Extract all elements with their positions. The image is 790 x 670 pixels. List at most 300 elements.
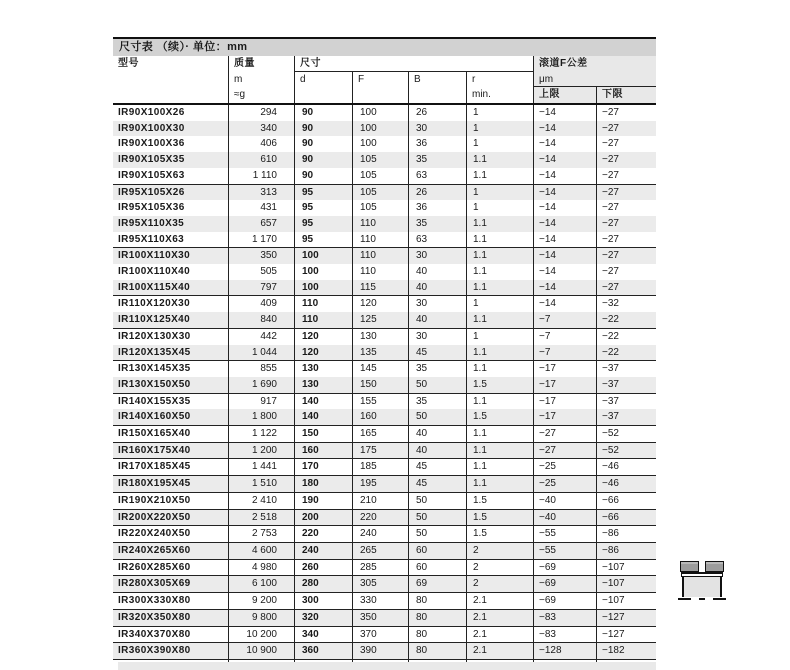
cell-f: 110 [352,232,408,248]
cell-r: 1.1 [466,394,533,410]
cell-d: 280 [294,576,352,592]
cell-d: 110 [294,312,352,328]
cell-lower: −27 [596,105,656,121]
cell-d: 90 [294,136,352,152]
cell-model: IR120X130X30 [118,330,191,342]
cell-r: 1.1 [466,361,533,377]
cell-r: 2.1 [466,643,533,659]
table-row [113,312,656,329]
cell-upper: −14 [533,105,596,121]
cell-d: 150 [294,426,352,442]
ring-foot-right [713,598,726,600]
cell-d: 100 [294,248,352,264]
cell-b: 45 [408,345,466,361]
table-row [113,510,656,527]
cell-model: IR150X165X40 [118,428,191,440]
cell-d: 220 [294,526,352,542]
cell-upper: −17 [533,377,596,393]
cell-lower: −52 [596,443,656,459]
cell-r: 2 [466,560,533,576]
cell-f: 125 [352,312,408,328]
cell-b: 26 [408,185,466,201]
cell-b: 40 [408,280,466,296]
cell-b: 60 [408,543,466,559]
cell-model: IR130X150X50 [118,378,191,390]
cell-b: 40 [408,426,466,442]
cell-d: 200 [294,510,352,526]
cell-r: 1 [466,136,533,152]
cell-r: 1.1 [466,443,533,459]
cell-mass: 313 [228,185,294,201]
cell-f: 350 [352,610,408,626]
cell-mass: 2 518 [228,510,294,526]
cell-d: 90 [294,121,352,137]
cell-b: 50 [408,409,466,425]
cell-r: 1.1 [466,216,533,232]
cell-d: 260 [294,560,352,576]
header-col-d: d [294,72,352,87]
cell-mass: 1 510 [228,476,294,492]
cell-upper: −17 [533,394,596,410]
cell-f: 220 [352,510,408,526]
cell-upper: −83 [533,627,596,643]
table-row [113,280,656,297]
header-model-spacer [113,72,228,87]
cell-lower: −27 [596,232,656,248]
cell-r: 1.1 [466,312,533,328]
cell-mass: 6 100 [228,576,294,592]
cell-b: 63 [408,232,466,248]
cell-d: 95 [294,185,352,201]
cell-b: 80 [408,593,466,609]
inner-ring-body [682,577,722,597]
cell-b: 30 [408,248,466,264]
cell-model: IR300X330X80 [118,595,191,607]
table-row [113,216,656,232]
cell-lower: −182 [596,643,656,659]
cell-d: 95 [294,216,352,232]
cell-upper: −69 [533,560,596,576]
table-row [113,593,656,610]
table-row [113,329,656,345]
cell-b: 30 [408,121,466,137]
cell-upper: −14 [533,216,596,232]
cell-b: 40 [408,443,466,459]
cell-model: IR140X155X35 [118,395,191,407]
cell-f: 285 [352,560,408,576]
cell-model: IR110X120X30 [118,298,191,310]
cell-f: 135 [352,345,408,361]
cell-d: 160 [294,443,352,459]
roller-left [680,561,699,572]
cell-lower: −27 [596,264,656,280]
cell-lower: −46 [596,459,656,475]
cell-lower: −27 [596,248,656,264]
cell-r: 1 [466,105,533,121]
cell-lower: −37 [596,361,656,377]
cell-d: 320 [294,610,352,626]
cell-r: 1.5 [466,510,533,526]
cell-b: 35 [408,216,466,232]
header-mass: 质量 [228,56,294,72]
cell-model: IR95X110X35 [118,217,185,229]
cell-r: 1.5 [466,493,533,509]
cell-b: 50 [408,510,466,526]
cell-r: 1.5 [466,409,533,425]
cell-model: IR180X195X45 [118,478,191,490]
cell-f: 155 [352,394,408,410]
cell-r: 1.1 [466,345,533,361]
dimension-table [113,37,656,670]
cell-d: 300 [294,593,352,609]
cell-b: 45 [408,459,466,475]
cell-r: 2 [466,543,533,559]
cell-lower: −107 [596,593,656,609]
cell-model: IR95X110X63 [118,233,185,245]
cell-r: 1.5 [466,526,533,542]
cell-mass: 2 753 [228,526,294,542]
cell-upper: −69 [533,593,596,609]
cell-d: 130 [294,361,352,377]
cell-d: 95 [294,200,352,216]
table-title-bar: 尺寸表 （续）· 单位：mm [113,39,656,56]
header-model: 型号 [118,58,139,69]
header-dimensions: 尺寸 [294,56,533,72]
cell-mass: 409 [228,296,294,312]
roller-row [678,561,726,572]
cell-f: 100 [352,136,408,152]
cell-d: 170 [294,459,352,475]
cell-upper: −14 [533,248,596,264]
cell-upper: −14 [533,136,596,152]
cell-mass: 1 441 [228,459,294,475]
table-row [113,105,656,121]
cell-mass: 9 800 [228,610,294,626]
cell-upper: −27 [533,443,596,459]
cell-model: IR110X125X40 [118,314,191,326]
cell-lower: −27 [596,200,656,216]
cell-lower: −27 [596,136,656,152]
cell-r: 1 [466,329,533,345]
cell-d: 120 [294,329,352,345]
cell-upper: −14 [533,185,596,201]
cell-b: 36 [408,136,466,152]
cell-upper: −14 [533,152,596,168]
cell-lower: −107 [596,560,656,576]
cell-model: IR100X110X40 [118,266,191,278]
cell-lower: −127 [596,610,656,626]
cell-upper: −17 [533,361,596,377]
cell-upper: −7 [533,345,596,361]
cell-lower: −37 [596,409,656,425]
header-col-f: F [352,72,408,87]
cell-b: 35 [408,152,466,168]
cell-lower: −66 [596,510,656,526]
cell-upper: −25 [533,476,596,492]
cell-mass: 840 [228,312,294,328]
cell-d: 360 [294,643,352,659]
cell-model: IR160X175X40 [118,444,191,456]
table-row [113,361,656,377]
table-row [113,168,656,185]
table-row [113,121,656,137]
cell-upper: −40 [533,493,596,509]
cell-d: 130 [294,377,352,393]
cell-d: 240 [294,543,352,559]
cell-b: 35 [408,361,466,377]
cell-lower: −27 [596,121,656,137]
table-row [113,136,656,152]
cell-r: 2.1 [466,610,533,626]
cell-d: 90 [294,152,352,168]
cell-mass: 1 122 [228,426,294,442]
cell-b: 26 [408,105,466,121]
cell-r: 1 [466,200,533,216]
cell-model: IR130X145X35 [118,363,191,375]
table-row [113,409,656,426]
cell-f: 100 [352,121,408,137]
cell-lower: −107 [596,576,656,592]
cell-model: IR220X240X50 [118,528,191,540]
cell-model: IR90X105X35 [118,154,185,166]
cell-mass: 1 690 [228,377,294,393]
cell-b: 80 [408,627,466,643]
bearing-cross-section-icon [678,561,726,601]
cell-mass: 442 [228,329,294,345]
header-model-spacer2 [113,87,228,103]
cell-upper: −14 [533,280,596,296]
cell-mass: 610 [228,152,294,168]
cell-b: 36 [408,200,466,216]
cell-mass: 406 [228,136,294,152]
cell-r: 1.1 [466,168,533,184]
cell-mass: 1 170 [228,232,294,248]
cell-upper: −14 [533,296,596,312]
cell-f: 185 [352,459,408,475]
cell-upper: −7 [533,312,596,328]
cell-upper: −14 [533,121,596,137]
cell-f: 210 [352,493,408,509]
cell-b: 30 [408,296,466,312]
table-row [113,576,656,593]
cell-d: 180 [294,476,352,492]
cell-r: 1 [466,296,533,312]
cell-model: IR260X285X60 [118,561,191,573]
cell-d: 95 [294,232,352,248]
cell-f: 175 [352,443,408,459]
cell-mass: 4 980 [228,560,294,576]
cell-b: 35 [408,394,466,410]
cell-d: 190 [294,493,352,509]
cell-mass: 340 [228,121,294,137]
cell-b: 50 [408,377,466,393]
header-d-spacer [294,87,352,103]
cell-r: 2.1 [466,627,533,643]
cell-b: 40 [408,312,466,328]
cell-mass: 2 410 [228,493,294,509]
table-row [113,643,656,660]
cell-mass: 855 [228,361,294,377]
cell-model: IR140X160X50 [118,411,191,423]
cell-model: IR100X115X40 [118,281,191,293]
cell-model: IR90X100X26 [118,107,185,118]
cell-r: 1.1 [466,459,533,475]
cell-model: IR340X370X80 [118,628,191,640]
cell-upper: −14 [533,264,596,280]
header-col-b: B [408,72,466,87]
table-row [113,377,656,394]
cell-model: IR240X265X60 [118,544,191,556]
cell-r: 1.1 [466,426,533,442]
cell-lower: −27 [596,168,656,184]
cell-f: 105 [352,200,408,216]
cell-model: IR190X210X50 [118,494,191,506]
cell-f: 265 [352,543,408,559]
header-mass-symbol: m [228,72,294,87]
cell-r: 1.1 [466,248,533,264]
cell-upper: −14 [533,168,596,184]
cell-b: 50 [408,493,466,509]
cell-upper: −55 [533,543,596,559]
cell-f: 105 [352,152,408,168]
cell-mass: 1 110 [228,168,294,184]
header-tolerance-upper: 上限 [533,87,596,103]
table-header [113,56,656,105]
cell-b: 69 [408,576,466,592]
header-b-spacer [408,87,466,103]
header-f-spacer [352,87,408,103]
cell-f: 110 [352,248,408,264]
cell-r: 1.1 [466,152,533,168]
cell-lower: −27 [596,152,656,168]
cell-model: IR200X220X50 [118,511,191,523]
cell-f: 165 [352,426,408,442]
table-row [113,232,656,249]
cell-f: 195 [352,476,408,492]
cell-model: IR320X350X80 [118,611,191,623]
cell-upper: −40 [533,510,596,526]
cell-f: 330 [352,593,408,609]
cell-model: IR95X105X26 [118,186,185,198]
cell-model: IR90X105X63 [118,169,185,181]
cell-f: 105 [352,185,408,201]
table-row [113,443,656,460]
next-section-bar-cutoff [118,662,656,670]
cell-lower: −37 [596,394,656,410]
table-row [113,152,656,168]
ring-foot-left [678,598,691,600]
cell-d: 100 [294,280,352,296]
cell-d: 90 [294,168,352,184]
cell-upper: −83 [533,610,596,626]
cell-f: 150 [352,377,408,393]
table-row [113,296,656,312]
cell-model: IR120X135X45 [118,346,191,358]
table-body [113,105,656,670]
cell-mass: 1 200 [228,443,294,459]
table-row [113,543,656,560]
cell-r: 1.1 [466,232,533,248]
cell-lower: −22 [596,312,656,328]
cell-upper: −14 [533,232,596,248]
cell-upper: −27 [533,426,596,442]
cell-lower: −27 [596,216,656,232]
table-row [113,493,656,510]
cell-f: 370 [352,627,408,643]
cell-r: 1 [466,121,533,137]
table-row [113,476,656,493]
cell-mass: 1 800 [228,409,294,425]
cell-upper: −128 [533,643,596,659]
cell-lower: −22 [596,329,656,345]
table-row [113,560,656,577]
cell-d: 120 [294,345,352,361]
cell-d: 100 [294,264,352,280]
cell-d: 110 [294,296,352,312]
cell-model: IR95X105X36 [118,202,185,214]
cell-f: 305 [352,576,408,592]
cell-r: 1.1 [466,264,533,280]
cell-r: 1.5 [466,377,533,393]
cell-mass: 797 [228,280,294,296]
cell-r: 1 [466,185,533,201]
table-row [113,526,656,543]
table-row [113,200,656,216]
cell-f: 130 [352,329,408,345]
table-row [113,248,656,264]
cell-r: 1.1 [466,280,533,296]
cell-b: 45 [408,476,466,492]
table-row [113,610,656,627]
cell-model: IR90X100X36 [118,138,185,150]
header-mass-unit: ≈g [228,87,294,103]
cell-f: 145 [352,361,408,377]
cell-mass: 505 [228,264,294,280]
table-row [113,264,656,280]
cell-mass: 917 [228,394,294,410]
cell-lower: −27 [596,280,656,296]
cell-f: 390 [352,643,408,659]
cell-lower: −86 [596,543,656,559]
header-raceway-tolerance: 滚道F公差 [533,56,656,72]
cell-model: IR90X100X30 [118,122,185,134]
header-tolerance-lower: 下限 [596,87,656,103]
cell-lower: −127 [596,627,656,643]
cell-mass: 4 600 [228,543,294,559]
table-row [113,627,656,644]
cell-mass: 10 900 [228,643,294,659]
cell-upper: −14 [533,200,596,216]
cell-b: 80 [408,610,466,626]
cell-upper: −17 [533,409,596,425]
cell-lower: −22 [596,345,656,361]
cell-b: 60 [408,560,466,576]
cell-model: IR360X390X80 [118,645,191,657]
cell-mass: 1 044 [228,345,294,361]
cell-lower: −32 [596,296,656,312]
cell-b: 80 [408,643,466,659]
cell-f: 105 [352,168,408,184]
table-row [113,345,656,362]
cell-mass: 431 [228,200,294,216]
cell-lower: −66 [596,493,656,509]
cell-b: 30 [408,329,466,345]
cell-b: 50 [408,526,466,542]
cell-upper: −7 [533,329,596,345]
cell-model: IR280X305X69 [118,578,191,590]
cell-lower: −37 [596,377,656,393]
roller-right [705,561,724,572]
